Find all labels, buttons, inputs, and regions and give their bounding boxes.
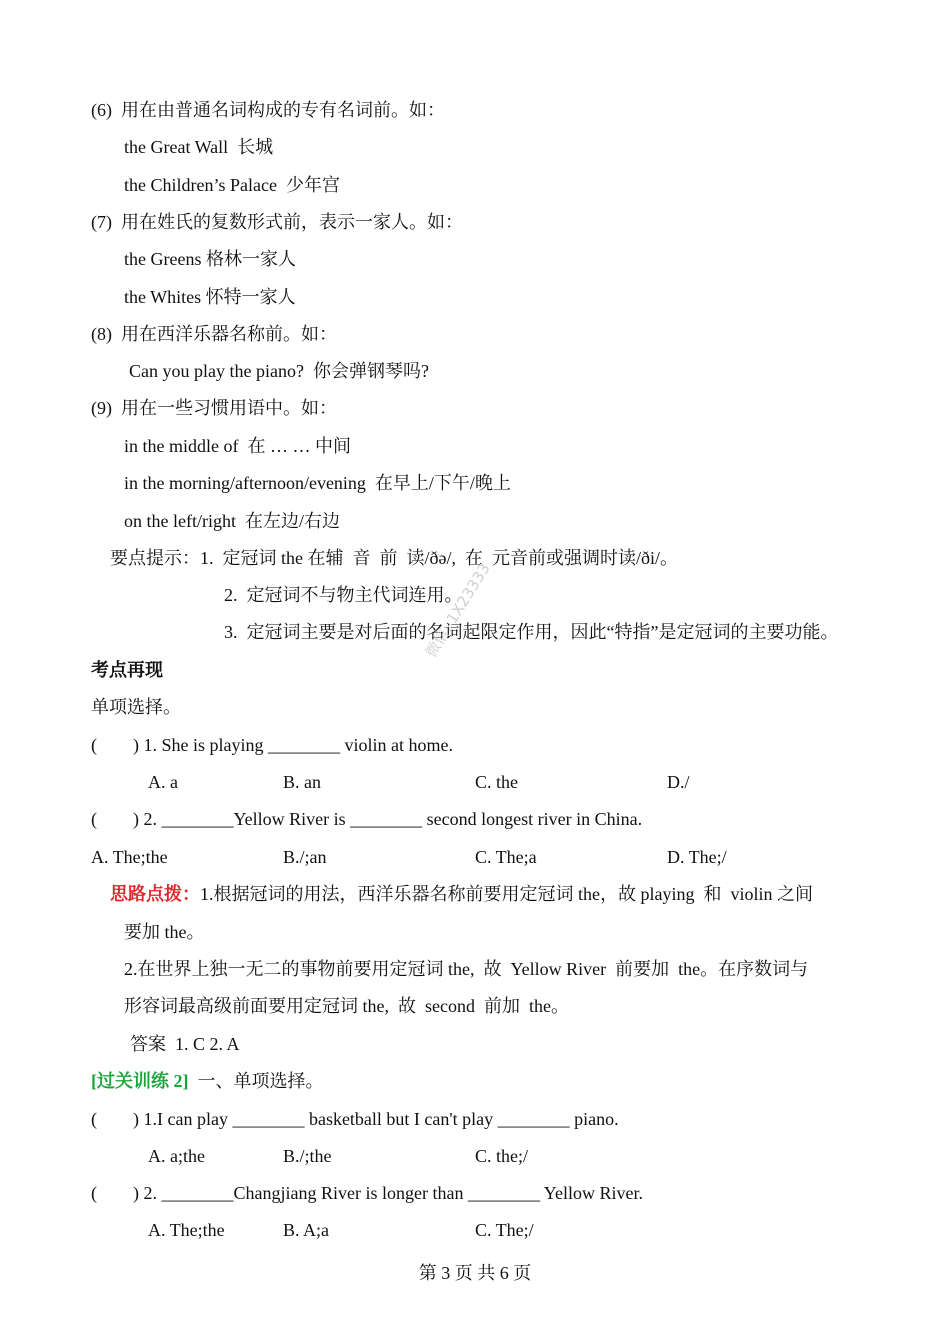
analysis-text-2a: 2.在世界上独一无二的事物前要用定冠词 the, 故 Yellow River 前要加 the。在序数词与 xyxy=(124,959,809,979)
exam-q2-option-d: D. The;/ xyxy=(667,847,727,867)
analysis-paragraph-1 xyxy=(110,883,813,905)
training-heading xyxy=(91,1070,324,1092)
analysis-label: 思路点拨： xyxy=(110,884,200,904)
exam-q2-option-a: A. The;the xyxy=(91,847,168,867)
item-9-example-1: in the middle of 在 … … 中间 xyxy=(124,436,351,456)
training-question-1: ( ) 1.I can play ________ basketball but I can't play ________ piano. xyxy=(91,1109,619,1129)
analysis-text-2b: 形容词最高级前面要用定冠词 the, 故 second 前加 the。 xyxy=(124,996,569,1016)
exam-instruction: 单项选择。 xyxy=(91,697,181,717)
training-title: 一、单项选择。 xyxy=(188,1071,324,1091)
watermark: 微信: 1X23333 xyxy=(421,560,494,661)
training-q2-option-a: A. The;the xyxy=(148,1220,225,1240)
item-7-heading: (7) 用在姓氏的复数形式前，表示一家人。如： xyxy=(91,212,463,232)
exam-q2-option-c: C. The;a xyxy=(475,847,537,867)
item-7-example-1: the Greens 格林一家人 xyxy=(124,249,296,269)
training-q2-option-c: C. The;/ xyxy=(475,1220,534,1240)
exam-q1-option-c: C. the xyxy=(475,772,518,792)
exam-question-1: ( ) 1. She is playing ________ violin at home. xyxy=(91,735,453,755)
analysis-text-1b: 要加 the。 xyxy=(124,922,205,942)
item-8-heading: (8) 用在西洋乐器名称前。如： xyxy=(91,324,337,344)
exam-q1-option-b: B. an xyxy=(283,772,321,792)
training-q1-option-a: A. a;the xyxy=(148,1146,205,1166)
item-9-example-2: in the morning/afternoon/evening 在早上/下午/晚上 xyxy=(124,473,511,493)
item-9-example-3: on the left/right 在左边/右边 xyxy=(124,511,340,531)
exam-question-2: ( ) 2. ________Yellow River is ________ second longest river in China. xyxy=(91,809,643,829)
item-6-heading: (6) 用在由普通名词构成的专有名词前。如： xyxy=(91,100,445,120)
exam-q1-option-a: A. a xyxy=(148,772,178,792)
tip-2: 2. 定冠词不与物主代词连用。 xyxy=(224,585,463,605)
exam-q1-option-d: D./ xyxy=(667,772,690,792)
exam-q2-option-b: B./;an xyxy=(283,847,327,867)
tip-1: 要点提示：1. 定冠词 the 在辅 音 前 读/ðə/, 在 元音前或强调时读/ði/。 xyxy=(110,548,678,568)
tip-3: 3. 定冠词主要是对后面的名词起限定作用，因此“特指”是定冠词的主要功能。 xyxy=(224,622,839,642)
item-6-example-1: the Great Wall 长城 xyxy=(124,137,274,157)
training-q2-option-b: B. A;a xyxy=(283,1220,330,1240)
training-label: [过关训练 2] xyxy=(91,1071,189,1091)
item-7-example-2: the Whites 怀特一家人 xyxy=(124,287,296,307)
item-8-example-1: Can you play the piano? 你会弹钢琴吗? xyxy=(129,361,429,381)
training-question-2: ( ) 2. ________Changjiang River is longer than ________ Yellow River. xyxy=(91,1183,643,1203)
item-9-heading: (9) 用在一些习惯用语中。如： xyxy=(91,398,337,418)
analysis-text-1a: 1.根据冠词的用法，西洋乐器名称前要用定冠词 the，故 playing 和 violin 之间 xyxy=(200,884,813,904)
item-6-example-2: the Children’s Palace 少年宫 xyxy=(124,175,340,195)
training-q1-option-c: C. the;/ xyxy=(475,1146,528,1166)
exam-section-title: 考点再现 xyxy=(91,660,163,680)
page-footer: 第 3 页 共 6 页 xyxy=(418,1263,532,1283)
training-q1-option-b: B./;the xyxy=(283,1146,332,1166)
answer-line: 答案 1. C 2. A xyxy=(130,1034,240,1054)
